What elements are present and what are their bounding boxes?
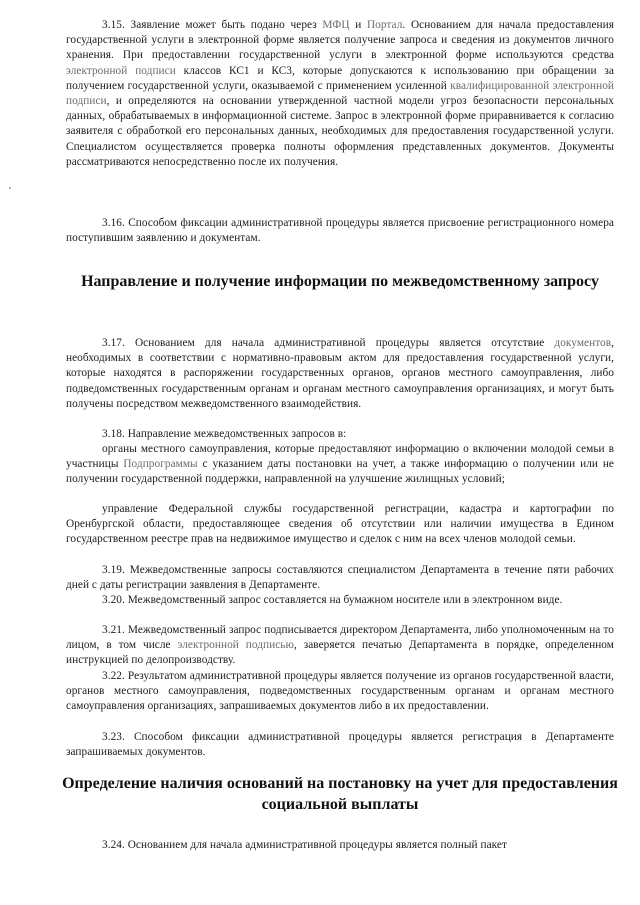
paragraph-text: 3.17. Основанием для начала административной процедуры является отсутствие xyxy=(102,337,555,349)
paragraph-text: классов КС1 и КС3, которые допускаются к использованию при обращении за получением государственной услуги, оказываемой с применением усиленной xyxy=(66,64,614,92)
paragraph-3-17 xyxy=(66,336,614,412)
paragraph-3-20 xyxy=(66,593,614,608)
reference-link[interactable]: документов xyxy=(554,337,612,349)
paragraph-text: органы местного самоуправления, которые предоставляют информацию о включении молодой семьи в участницы xyxy=(66,443,614,471)
section-heading-interagency-request: Направление и получение информации по межведомственному запросу xyxy=(81,273,599,290)
reference-link[interactable]: электронной подписи xyxy=(66,64,176,77)
paragraph-text: 3.22. Результатом административной процедуры является получение из органов государственной власти, органов местного самоуправления, подведомственных государственным органам и органам местного самоуправления организациях, запрашиваемых документов либо в их предоставлении. xyxy=(66,670,614,713)
paragraph-text: , заверяется печатью Департамента в порядке, определенном инструкцией по делопроизводству. xyxy=(66,639,614,667)
paragraph-3-18-rosreestr xyxy=(66,502,614,548)
paragraph-text: 3.18. Направление межведомственных запросов в: xyxy=(102,428,347,440)
paragraph-3-16 xyxy=(66,216,614,246)
paragraph-3-23 xyxy=(66,730,614,760)
paragraph-text: 3.20. Межведомственный запрос составляется на бумажном носителе или в электронном виде. xyxy=(102,594,563,606)
paragraph-text: управление Федеральной службы государственной регистрации, кадастра и картографии по Оренбургской области, предоставляющее сведения об отсутствии или наличии имущества в Едином государственном реестре прав на недвижимое имущество и сделок с ним на всех членов молодой семьи. xyxy=(66,503,614,546)
paragraph-text: 3.19. Межведомственные запросы составляются специалистом Департамента в течение пяти рабочих дней с даты регистрации заявления в Департаменте. xyxy=(66,564,614,592)
paragraph-text: 3.23. Способом фиксации административной процедуры является регистрация в Департаменте запрашиваемых документов. xyxy=(66,731,614,759)
paragraph-3-19 xyxy=(66,563,614,593)
paragraph-text: и xyxy=(349,19,367,31)
reference-link[interactable]: Портал xyxy=(366,19,403,31)
paragraph-text: . Основанием для начала предоставления государственной услуги в электронной форме является получение запроса и сведения из документов личного хранения. При предоставлении государственной услуги в электронной форме используются средства xyxy=(66,19,614,62)
section-heading-eligibility: Определение наличия оснований на постановку на учет для предоставления социальной выплаты xyxy=(62,775,618,813)
paragraph-3-15 xyxy=(66,18,614,170)
reference-link[interactable]: Подпрограммы xyxy=(123,458,198,471)
scan-speck xyxy=(9,187,11,189)
reference-link[interactable]: МФЦ xyxy=(322,19,350,31)
paragraph-text: с указанием даты постановки на учет, а также информацию о получении или не получении государственной поддержки, направленной на улучшение жилищных условий; xyxy=(66,458,614,486)
paragraph-text: , необходимых в соответствии с нормативно-правовым актом для предоставления государственной услуги, которые находятся в распоряжении государственных органов, органов местного самоуправления, либо подведомственных государственным органам и органам местного самоуправления организациях, и могут быть получены посредством межведомственного взаимодействия. xyxy=(66,337,614,410)
reference-link[interactable]: электронной подписью xyxy=(177,639,294,652)
paragraph-text: , и определяются на основании утвержденной частной модели угроз безопасности персональных данных, обрабатываемых в информационной системе. Запрос в электронной форме приравнивается к согласию заявителя с обработкой его персональных данных, необходимых для предоставления государственной услуги. Специалистом осуществляется проверка полноты оформления представленных документов. Документы рассматриваются непосредственно после их получения. xyxy=(66,95,614,168)
paragraph-text: 3.15. Заявление может быть подано через xyxy=(102,19,323,31)
paragraph-3-22 xyxy=(66,669,614,715)
paragraph-3-24 xyxy=(66,838,614,853)
paragraph-text: 3.24. Основанием для начала административной процедуры является полный пакет xyxy=(102,839,507,851)
paragraph-text: 3.21. Межведомственный запрос подписывается директором Департамента, либо уполномоченным на то лицом, в том числе xyxy=(66,624,614,652)
paragraph-3-18 xyxy=(66,427,614,442)
reference-link[interactable]: квалифицированной электронной подписи xyxy=(66,79,615,108)
paragraph-text: 3.16. Способом фиксации административной процедуры является присвоение регистрационного номера поступившим заявлению и документам. xyxy=(66,217,614,245)
paragraph-3-21 xyxy=(66,623,614,669)
paragraph-3-18-local-authorities xyxy=(66,442,614,488)
